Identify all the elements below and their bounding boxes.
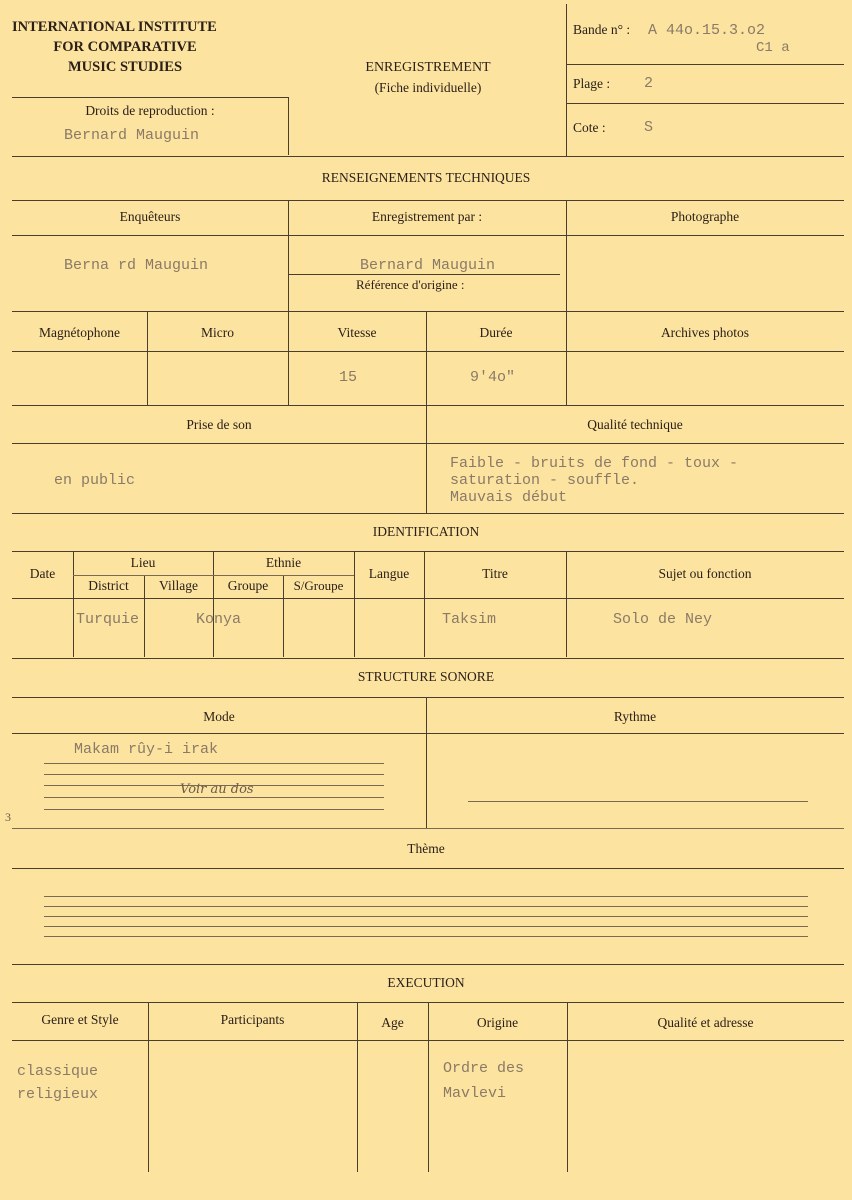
duree-value: 9'4o" (470, 369, 516, 386)
micro-label: Micro (201, 325, 234, 340)
section-structure-title: STRUCTURE SONORE (357, 669, 495, 684)
langue-label: Langue (368, 566, 410, 581)
plage-label: Plage : (573, 76, 611, 91)
lieu-label: Lieu (130, 555, 156, 570)
genre-line-2: religieux (17, 1086, 99, 1103)
origine-line-1: Ordre des (443, 1060, 525, 1077)
genre-label: Genre et Style (41, 1012, 119, 1027)
ethnie-label: Ethnie (265, 555, 302, 570)
qualite-technique-label: Qualité technique (587, 417, 683, 432)
participants-label: Participants (220, 1012, 285, 1027)
origine-line-2: Mavlevi (443, 1085, 507, 1102)
section-techniques-title: RENSEIGNEMENTS TECHNIQUES (321, 170, 531, 185)
bande-value-sub: C1 a (756, 40, 790, 56)
duree-label: Durée (479, 325, 513, 340)
origine-label: Origine (476, 1015, 519, 1030)
village-label: Village (159, 578, 198, 593)
genre-line-1: classique (17, 1063, 99, 1080)
magnetophone-label: Magnétophone (39, 325, 120, 340)
photographe-label: Photographe (670, 209, 740, 224)
handwritten-note: Voir au dos (180, 782, 254, 797)
institute-name-line2: FOR COMPARATIVE (53, 39, 197, 55)
qualite-line-3: Mauvais début (450, 489, 568, 506)
groupe-label: Groupe (227, 578, 269, 593)
village-value: Konya (196, 611, 242, 628)
margin-mark: 3 (5, 810, 11, 824)
district-label: District (88, 578, 129, 593)
qualite-adresse-label: Qualité et adresse (657, 1015, 754, 1030)
rights-label: Droits de reproduction : (85, 103, 215, 118)
qualite-line-1: Faible - bruits de fond - toux - (450, 455, 739, 472)
rights-value: Bernard Mauguin (64, 127, 200, 144)
sujet-value: Solo de Ney (613, 611, 713, 628)
enqueteurs-value: Berna rd Mauguin (64, 257, 209, 274)
cote-label: Cote : (573, 120, 606, 135)
enqueteurs-label: Enquêteurs (119, 209, 181, 224)
bande-label: Bande n° : (573, 22, 631, 37)
sgroupe-label: S/Groupe (293, 578, 344, 593)
prise-de-son-label: Prise de son (186, 417, 252, 432)
rythme-label: Rythme (613, 709, 657, 724)
titre-label: Titre (482, 566, 508, 581)
form-title: ENREGISTREMENT (365, 60, 491, 75)
enregistrement-value: Bernard Mauguin (360, 257, 496, 274)
bande-value: A 44o.15.3.o2 (648, 22, 766, 39)
district-value: Turquie (76, 611, 140, 628)
form-subtitle: (Fiche individuelle) (374, 80, 482, 95)
section-execution-title: EXECUTION (387, 975, 465, 990)
date-label: Date (29, 566, 56, 581)
enregistrement-label: Enregistrement par : (371, 209, 483, 224)
titre-value: Taksim (442, 611, 497, 628)
theme-label: Thème (407, 841, 445, 856)
cote-value: S (644, 119, 654, 136)
mode-value: Makam rûy-i irak (74, 741, 219, 758)
plage-value: 2 (644, 75, 654, 92)
institute-name-line1: INTERNATIONAL INSTITUTE (12, 19, 217, 35)
mode-label: Mode (203, 709, 235, 724)
section-identification-title: IDENTIFICATION (372, 524, 480, 539)
age-label: Age (381, 1015, 404, 1030)
sujet-label: Sujet ou fonction (658, 566, 752, 581)
archives-label: Archives photos (660, 325, 750, 340)
vitesse-label: Vitesse (337, 325, 377, 340)
reference-label: Référence d'origine : (356, 277, 465, 292)
qualite-line-2: saturation - souffle. (450, 472, 640, 489)
vitesse-value: 15 (339, 369, 358, 386)
prise-de-son-value: en public (54, 472, 136, 489)
institute-name-line3: MUSIC STUDIES (67, 59, 183, 75)
